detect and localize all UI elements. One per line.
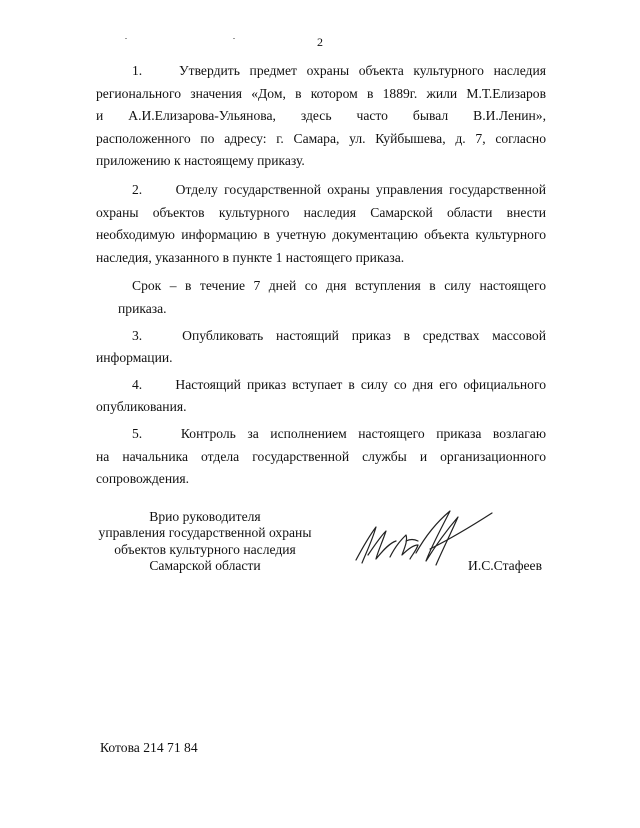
item-2-paragraph <box>96 179 546 269</box>
text-line: информации. <box>96 350 173 366</box>
signatory-title-line: объектов культурного наследия <box>114 541 296 557</box>
text-line: необходимую информацию в учетную документацию объекта культурного <box>96 227 546 243</box>
item-4-paragraph <box>96 374 546 419</box>
text-line: приложению к настоящему приказу. <box>96 153 305 169</box>
item-5-paragraph <box>96 423 546 491</box>
text-line: сопровождения. <box>96 471 190 487</box>
text-line: 2. Отделу государственной охраны управления государственной <box>132 181 546 197</box>
text-line: 5. Контроль за исполнением настоящего приказа возлагаю <box>132 425 546 441</box>
text-line: на начальника отдела государственной службы и организационного <box>96 448 546 464</box>
deadline-paragraph <box>96 275 546 320</box>
text-line: опубликования. <box>96 399 187 415</box>
text-line: наследия, указанного в пункте 1 настоящего приказа. <box>96 249 405 265</box>
text-line: регионального значения «Дом, в котором в 1889г. жили М.Т.Елизаров <box>96 85 546 101</box>
signatory-title-line: Врио руководителя <box>149 509 261 524</box>
text-line: расположенного по адресу: г. Самара, ул. Куйбышева, д. 7, согласно <box>96 130 546 146</box>
executor-contact: Котова 214 71 84 <box>100 740 198 755</box>
text-line: 4. Настоящий приказ вступает в силу со дня его официального <box>132 376 546 392</box>
item-1-paragraph <box>96 60 546 173</box>
order-body <box>96 60 546 493</box>
item-3-paragraph <box>96 325 546 370</box>
signatory-title-line: управления государственной охраны <box>98 525 312 541</box>
text-line: 1. Утвердить предмет охраны объекта культурного наследия <box>132 63 546 78</box>
text-line: 3. Опубликовать настоящий приказ в средствах массовой <box>132 327 546 343</box>
signatory-title <box>80 509 330 575</box>
signer-name: И.С.Стафеев <box>468 558 543 573</box>
text-line: Срок – в течение 7 дней со дня вступления в силу настоящего <box>132 278 546 294</box>
signatory-title-line: Самарской области <box>149 558 261 574</box>
text-line: охраны объектов культурного наследия Самарской области внести <box>96 204 546 220</box>
page-number: 2 <box>317 35 323 49</box>
text-line: и А.И.Елизарова-Ульянова, здесь часто бывал В.И.Ленин», <box>96 108 546 124</box>
text-line: приказа. <box>118 300 167 316</box>
